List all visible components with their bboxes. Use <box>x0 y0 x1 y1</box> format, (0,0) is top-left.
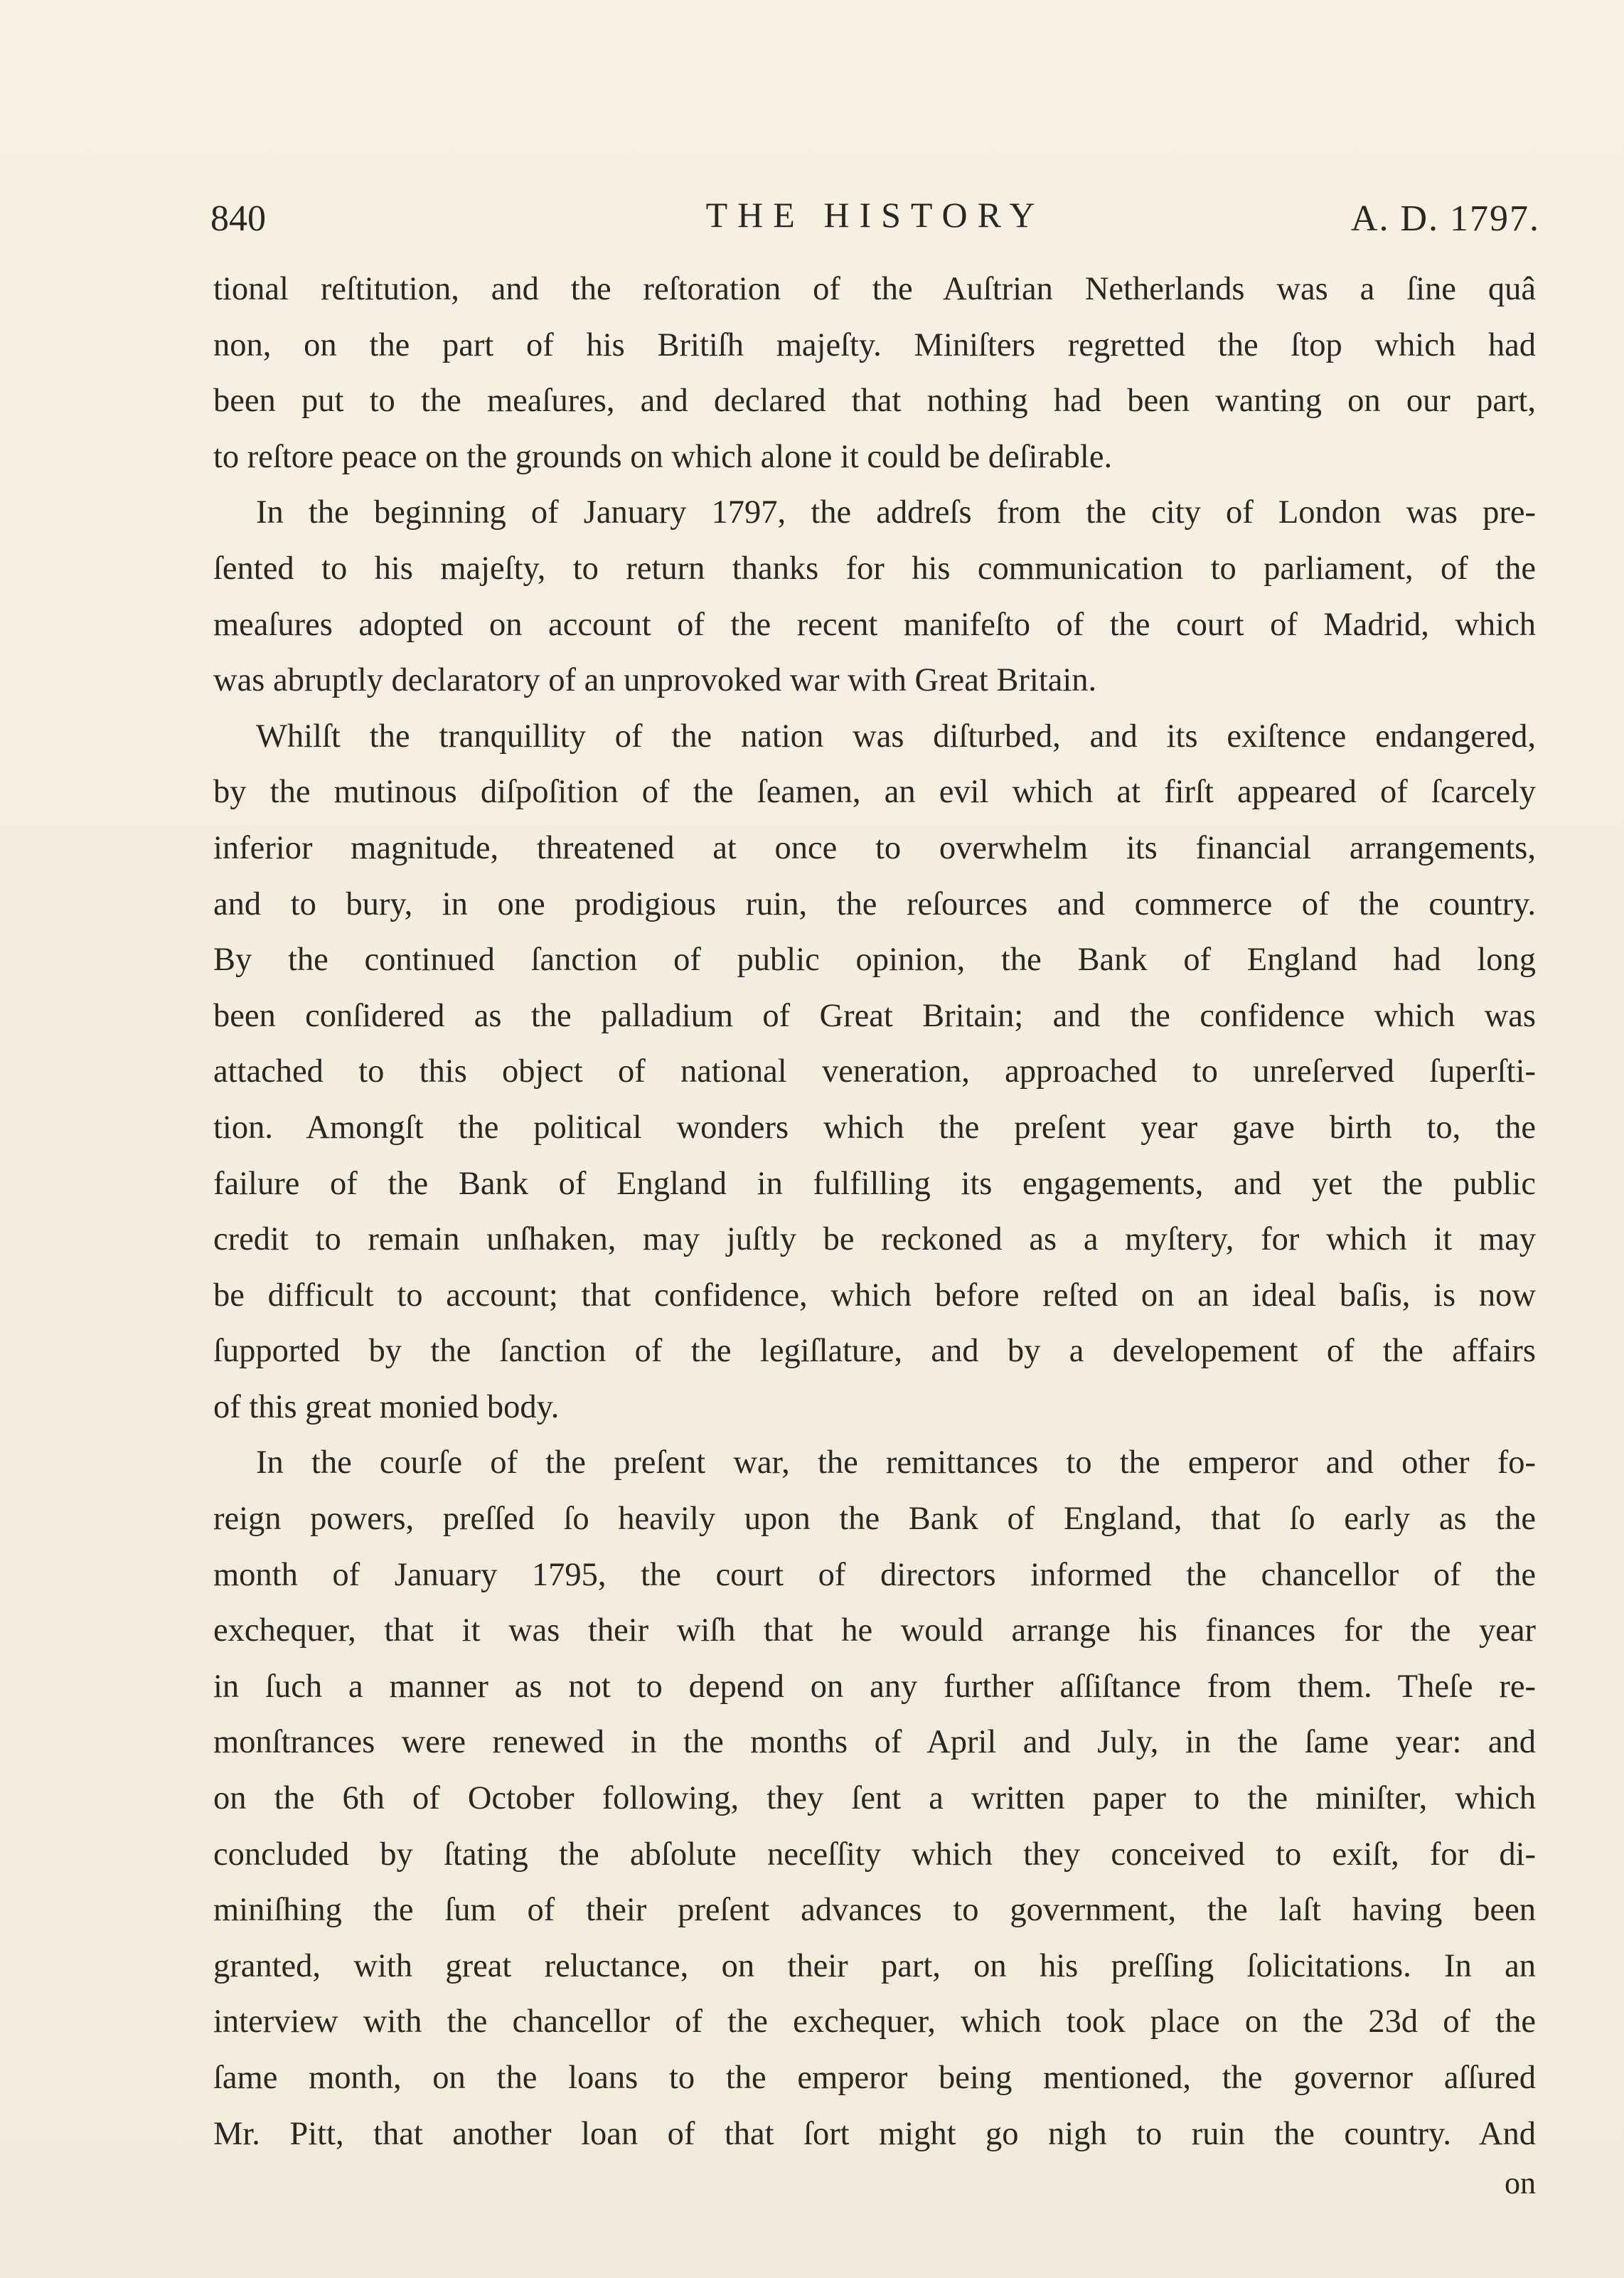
text-line: been put to the meaſures, and declared that nothing had been wanting on our part, <box>213 383 1536 420</box>
text-line: exchequer, that it was their wiſh that he would arrange his finances for the year <box>213 1612 1536 1649</box>
text-line: non, on the part of his Britiſh majeſty. Miniſters regretted the ſtop which had <box>213 326 1536 363</box>
text-line: month of January 1795, the court of directors informed the chancellor of the <box>213 1556 1536 1593</box>
text-line: inferior magnitude, threatened at once to overwhelm its financial arrangements, <box>213 829 1536 866</box>
text-line: credit to remain unſhaken, may juſtly be reckoned as a myſtery, for which it may <box>213 1221 1536 1258</box>
year-label: A. D. 1797. <box>1350 198 1540 239</box>
running-head <box>210 186 1540 243</box>
body-text <box>213 262 1536 2162</box>
text-line: tion. Amongſt the political wonders which the preſent year gave birth to, the <box>213 1109 1536 1146</box>
text-line: ſented to his majeſty, to return thanks for his communication to parliament, of the <box>213 550 1536 587</box>
text-line: by the mutinous diſpoſition of the ſeamen, an evil which at firſt appeared of ſcarcely <box>213 774 1536 811</box>
text-line: meaſures adopted on account of the recent manifeſto of the court of Madrid, which <box>213 606 1536 643</box>
text-line: interview with the chancellor of the exchequer, which took place on the 23d of the <box>213 2003 1536 2040</box>
text-line: Mr. Pitt, that another loan of that ſort might go nigh to ruin the country. And <box>213 2115 1536 2152</box>
text-line: be difficult to account; that confidence, which before reſted on an ideal baſis, is now <box>213 1277 1536 1314</box>
text-line: been conſidered as the palladium of Great Britain; and the confidence which was <box>213 997 1536 1034</box>
text-line: failure of the Bank of England in fulfilling its engagements, and yet the public <box>213 1165 1536 1202</box>
text-line: miniſhing the ſum of their preſent advances to government, the laſt having been <box>213 1892 1536 1929</box>
text-line: Whilſt the tranquillity of the nation was diſturbed, and its exiſtence endangered, <box>256 718 1536 755</box>
text-line: In the beginning of January 1797, the addreſs from the city of London was pre- <box>256 494 1536 531</box>
text-line: to reſtore peace on the grounds on which alone it could be deſirable. <box>213 438 1113 475</box>
text-line: tional reſtitution, and the reſtoration of the Auſtrian Netherlands was a ſine quâ <box>213 271 1536 307</box>
text-line: reign powers, preſſed ſo heavily upon the Bank of England, that ſo early as the <box>213 1501 1536 1538</box>
running-title: THE HISTORY <box>705 195 1045 235</box>
page-number: 840 <box>210 198 266 239</box>
catchword: on <box>1505 2166 1536 2200</box>
text-line: attached to this object of national veneration, approached to unreſerved ſuperſti- <box>213 1053 1536 1090</box>
text-line: on the 6th of October following, they ſent a written paper to the miniſter, which <box>213 1780 1536 1817</box>
text-line: By the continued ſanction of public opinion, the Bank of England had long <box>213 942 1536 979</box>
text-line: was abruptly declaratory of an unprovoked war with Great Britain. <box>213 662 1097 699</box>
text-line: ſupported by the ſanction of the legiſlature, and by a developement of the affairs <box>213 1333 1536 1370</box>
text-line: monſtrances were renewed in the months of April and July, in the ſame year: and <box>213 1724 1536 1761</box>
text-line: concluded by ſtating the abſolute neceſſity which they conceived to exiſt, for di- <box>213 1836 1536 1873</box>
text-line: In the courſe of the preſent war, the remittances to the emperor and other fo- <box>256 1444 1536 1481</box>
text-line: of this great monied body. <box>213 1388 560 1425</box>
text-line: and to bury, in one prodigious ruin, the reſources and commerce of the country. <box>213 885 1536 922</box>
text-line: granted, with great reluctance, on their part, on his preſſing ſolicitations. In an <box>213 1947 1536 1984</box>
text-line: in ſuch a manner as not to depend on any further aſſiſtance from them. Theſe re- <box>213 1668 1536 1705</box>
text-line: ſame month, on the loans to the emperor being mentioned, the governor aſſured <box>213 2060 1536 2096</box>
